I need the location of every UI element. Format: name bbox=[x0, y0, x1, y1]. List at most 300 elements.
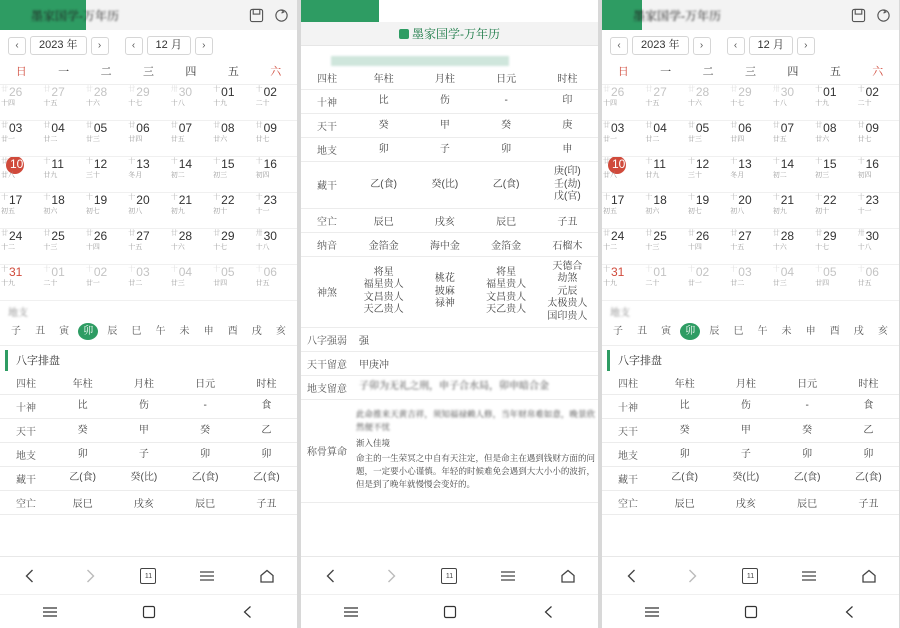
weekday-fri: 五 bbox=[829, 66, 841, 78]
table-cell bbox=[537, 232, 598, 256]
day-lunar: 十七 bbox=[213, 244, 228, 251]
calendar-day-cell[interactable] bbox=[729, 265, 771, 301]
calendar-day-cell[interactable] bbox=[42, 85, 84, 121]
bazi-table-center bbox=[301, 66, 598, 328]
calendar-day-cell[interactable] bbox=[255, 193, 297, 229]
app-bottom-bar-right bbox=[602, 556, 899, 594]
calendar-day-cell[interactable] bbox=[42, 193, 84, 229]
calendar-icon[interactable]: 11 bbox=[140, 568, 156, 584]
calendar-day-cell[interactable] bbox=[127, 157, 169, 193]
table-cell bbox=[414, 208, 475, 232]
calendar-day-cell[interactable] bbox=[857, 229, 899, 265]
calendar-day-cell[interactable] bbox=[170, 193, 212, 229]
day-number: 11 bbox=[51, 157, 64, 171]
month-navigation-left bbox=[0, 30, 297, 59]
calendar-day-cell[interactable] bbox=[644, 157, 686, 193]
day-number: 10 bbox=[10, 157, 24, 171]
calendar-day-cell[interactable] bbox=[772, 265, 814, 301]
center-status-bar bbox=[301, 0, 598, 22]
branch-丑[interactable]: 丑 bbox=[637, 326, 648, 337]
table-cell bbox=[52, 419, 113, 443]
forward-icon[interactable] bbox=[683, 567, 701, 585]
calendar-day-cell[interactable] bbox=[0, 85, 42, 121]
calendar-day-cell[interactable] bbox=[857, 157, 899, 193]
calendar-day-cell[interactable] bbox=[255, 157, 297, 193]
cell-line: 天德合 bbox=[552, 260, 583, 272]
table-cell bbox=[715, 467, 776, 491]
table-cell bbox=[113, 395, 174, 419]
branch-卯[interactable]: 卯 bbox=[680, 323, 700, 340]
day-ganzhi: 十 bbox=[85, 266, 93, 273]
home-square-icon[interactable] bbox=[441, 603, 459, 621]
branch-亥[interactable]: 亥 bbox=[275, 326, 286, 337]
calendar-day-cell[interactable] bbox=[687, 265, 729, 301]
branch-row-label-left: 地支 bbox=[8, 308, 28, 319]
table-header-row bbox=[0, 371, 297, 395]
app-title-right: 墨家国学-万年历 bbox=[633, 8, 721, 23]
cell-line: 癸 bbox=[200, 425, 211, 436]
calendar-day-cell[interactable] bbox=[0, 121, 42, 157]
table-cell bbox=[476, 162, 537, 209]
branch-丑[interactable]: 丑 bbox=[35, 326, 46, 337]
branch-酉[interactable]: 酉 bbox=[227, 326, 238, 337]
calendar-grid-right[interactable] bbox=[602, 85, 899, 301]
cell-line: 桃花 bbox=[434, 273, 455, 284]
day-number: 11 bbox=[653, 157, 666, 171]
calendar-day-cell[interactable] bbox=[687, 121, 729, 157]
day-lunar: 廿五 bbox=[772, 136, 787, 143]
calendar-day-cell[interactable] bbox=[170, 229, 212, 265]
day-number: 04 bbox=[780, 265, 795, 279]
calendar-day-cell[interactable] bbox=[212, 85, 254, 121]
home-icon[interactable] bbox=[258, 567, 276, 585]
cell-line: 子 bbox=[740, 449, 751, 460]
row-label: 十神 bbox=[0, 395, 52, 419]
day-number: 01 bbox=[221, 85, 235, 99]
calendar-day-cell[interactable] bbox=[644, 85, 686, 121]
cell-line: 伤 bbox=[138, 400, 149, 412]
cell-line: 劫煞 bbox=[557, 273, 578, 284]
year-value[interactable]: 2023 年 bbox=[30, 36, 87, 55]
branch-申[interactable]: 申 bbox=[203, 326, 214, 337]
day-lunar: 初二 bbox=[772, 172, 787, 179]
calendar-day-cell[interactable] bbox=[212, 157, 254, 193]
day-lunar: 十四 bbox=[603, 100, 617, 107]
weekday-sun: 日 bbox=[617, 66, 629, 78]
calendar-day-cell[interactable] bbox=[85, 193, 127, 229]
row-label: 藏干 bbox=[301, 162, 353, 209]
month-prev-button[interactable]: ‹ bbox=[125, 37, 143, 55]
table-cell bbox=[654, 395, 715, 419]
branch-辰[interactable]: 辰 bbox=[709, 326, 720, 337]
back-icon[interactable] bbox=[322, 567, 340, 585]
calendar-day-cell[interactable] bbox=[85, 229, 127, 265]
calendar-day-cell[interactable] bbox=[170, 121, 212, 157]
column-header: 时柱 bbox=[236, 371, 297, 395]
day-lunar: 廿一 bbox=[603, 136, 617, 143]
calendar-day-cell[interactable] bbox=[687, 85, 729, 121]
cell-line: 子丑 bbox=[256, 499, 277, 510]
calendar-day-cell[interactable] bbox=[687, 229, 729, 265]
day-number: 12 bbox=[93, 157, 108, 171]
calendar-day-cell[interactable] bbox=[602, 193, 644, 229]
day-lunar: 廿一 bbox=[1, 136, 15, 143]
table-cell bbox=[715, 419, 776, 443]
day-number: 25 bbox=[653, 229, 667, 243]
calendar-day-cell[interactable] bbox=[857, 193, 899, 229]
day-number: 01 bbox=[653, 265, 667, 279]
cell-line: 食 bbox=[863, 400, 874, 412]
day-ganzhi: 廿 bbox=[85, 86, 93, 93]
calendar-day-cell[interactable] bbox=[85, 265, 127, 301]
calendar-day-cell[interactable] bbox=[814, 229, 856, 265]
forward-icon[interactable] bbox=[382, 567, 400, 585]
calendar-day-cell[interactable] bbox=[729, 85, 771, 121]
column-header: 四柱 bbox=[0, 371, 52, 395]
column-header: 月柱 bbox=[715, 371, 776, 395]
calendar-day-cell[interactable] bbox=[255, 85, 297, 121]
day-lunar: 十四 bbox=[687, 244, 702, 251]
fortune-paragraph: 命主的一生荣冥之中自有天注定，但是命主在遇到钱财方面的问题，一定要小心谨慎。年轻的时候难免会遇到大大小小的波折，但是到了晚年就慢慢会变好的。 bbox=[356, 453, 595, 489]
day-lunar: 廿三 bbox=[170, 280, 185, 287]
branch-子[interactable]: 子 bbox=[613, 326, 623, 337]
day-lunar: 十五 bbox=[730, 244, 745, 251]
day-lunar: 廿二 bbox=[128, 280, 143, 287]
day-number: 29 bbox=[136, 85, 150, 99]
calendar-icon[interactable]: 11 bbox=[441, 568, 457, 584]
calendar-day-cell[interactable] bbox=[729, 157, 771, 193]
menu-icon[interactable] bbox=[800, 567, 818, 585]
day-ganzhi: 廿 bbox=[603, 158, 610, 165]
branch-子[interactable]: 子 bbox=[11, 326, 21, 337]
forward-icon[interactable] bbox=[81, 567, 99, 585]
table-cell bbox=[113, 443, 174, 467]
table-cell bbox=[838, 419, 899, 443]
calendar-day-cell[interactable] bbox=[85, 85, 127, 121]
day-lunar: 十三 bbox=[645, 244, 660, 251]
branch-卯[interactable]: 卯 bbox=[78, 323, 98, 340]
day-ganzhi: 廿 bbox=[255, 122, 263, 129]
system-nav-bar-left bbox=[0, 594, 297, 628]
app-title: 墨家国学-万年历 bbox=[31, 8, 119, 23]
calendar-day-cell[interactable] bbox=[85, 121, 127, 157]
day-lunar: 初四 bbox=[255, 172, 270, 179]
day-lunar: 初七 bbox=[687, 208, 702, 215]
calendar-day-cell[interactable] bbox=[857, 121, 899, 157]
day-ganzhi: 廿 bbox=[170, 230, 178, 237]
calendar-day-cell[interactable] bbox=[255, 265, 297, 301]
calendar-day-cell[interactable] bbox=[0, 265, 42, 301]
column-header: 四柱 bbox=[602, 371, 654, 395]
day-number: 05 bbox=[695, 121, 710, 135]
branch-申[interactable]: 申 bbox=[805, 326, 816, 337]
calendar-day-cell[interactable] bbox=[814, 157, 856, 193]
month-value[interactable]: 12 月 bbox=[147, 36, 191, 55]
year-value[interactable]: 2023 年 bbox=[632, 36, 689, 55]
calendar-day-cell[interactable] bbox=[212, 193, 254, 229]
home-icon[interactable] bbox=[559, 567, 577, 585]
calendar-day-cell[interactable] bbox=[687, 193, 729, 229]
table-cell bbox=[476, 114, 537, 138]
column-header: 年柱 bbox=[52, 371, 113, 395]
calendar-day-cell[interactable] bbox=[212, 229, 254, 265]
calendar-day-cell[interactable] bbox=[687, 157, 729, 193]
day-lunar: 廿八 bbox=[603, 172, 617, 179]
year-next-button[interactable]: › bbox=[693, 37, 711, 55]
month-next-button[interactable]: › bbox=[797, 37, 815, 55]
branch-辰[interactable]: 辰 bbox=[107, 326, 118, 337]
cell-line: 天乙贵人 bbox=[486, 304, 527, 316]
home-square-icon[interactable] bbox=[140, 603, 158, 621]
table-header-row bbox=[301, 66, 598, 90]
column-header: 年柱 bbox=[654, 371, 715, 395]
calendar-day-cell[interactable] bbox=[170, 85, 212, 121]
calendar-day-cell[interactable] bbox=[814, 193, 856, 229]
calendar-day-cell[interactable] bbox=[212, 265, 254, 301]
day-ganzhi: 十 bbox=[170, 266, 178, 273]
day-ganzhi: 十 bbox=[815, 158, 823, 165]
menu-icon[interactable] bbox=[198, 567, 216, 585]
day-number: 22 bbox=[823, 193, 837, 207]
calendar-day-cell[interactable] bbox=[729, 229, 771, 265]
branch-午[interactable]: 午 bbox=[155, 326, 166, 337]
calendar-day-cell[interactable] bbox=[644, 229, 686, 265]
day-number: 02 bbox=[93, 265, 108, 279]
day-ganzhi: 廿 bbox=[772, 230, 780, 237]
refresh-icon[interactable] bbox=[876, 8, 891, 23]
back-icon[interactable] bbox=[623, 567, 641, 585]
day-lunar: 廿五 bbox=[255, 280, 270, 287]
calendar-day-cell[interactable] bbox=[170, 265, 212, 301]
branch-未[interactable]: 未 bbox=[179, 326, 190, 337]
save-icon[interactable] bbox=[249, 8, 264, 23]
year-next-button[interactable]: › bbox=[91, 37, 109, 55]
day-lunar: 十七 bbox=[128, 100, 143, 107]
year-prev-button[interactable]: ‹ bbox=[8, 37, 26, 55]
calendar-day-cell[interactable] bbox=[42, 157, 84, 193]
day-ganzhi: 十 bbox=[255, 86, 263, 93]
cell-line: 卯 bbox=[200, 449, 211, 460]
day-ganzhi: 十 bbox=[815, 86, 823, 93]
calendar-day-cell[interactable] bbox=[255, 121, 297, 157]
calendar-day-cell[interactable] bbox=[127, 121, 169, 157]
cell-line: 癸 bbox=[679, 425, 690, 436]
branch-未[interactable]: 未 bbox=[781, 326, 792, 337]
day-lunar: 廿一 bbox=[85, 280, 100, 287]
calendar-day-cell[interactable] bbox=[857, 265, 899, 301]
branch-戌[interactable]: 戌 bbox=[251, 326, 262, 337]
day-lunar: 冬月 bbox=[730, 172, 745, 179]
day-lunar: 初三 bbox=[213, 172, 228, 179]
table-row bbox=[602, 419, 899, 443]
day-number: 05 bbox=[823, 265, 837, 279]
branch-酉[interactable]: 酉 bbox=[829, 326, 840, 337]
recents-icon[interactable] bbox=[342, 603, 360, 621]
row-label: 天干 bbox=[0, 419, 52, 443]
calendar-day-cell[interactable] bbox=[644, 193, 686, 229]
calendar-day-cell[interactable] bbox=[42, 229, 84, 265]
table-cell bbox=[777, 419, 838, 443]
day-number: 03 bbox=[136, 265, 150, 279]
day-lunar: 十八 bbox=[255, 244, 270, 251]
row-label: 神煞 bbox=[301, 256, 353, 328]
day-lunar: 十六 bbox=[85, 100, 100, 107]
day-ganzhi: 廿 bbox=[213, 230, 221, 237]
calendar-day-cell[interactable] bbox=[602, 157, 644, 193]
month-value[interactable]: 12 月 bbox=[749, 36, 793, 55]
recents-icon[interactable] bbox=[643, 603, 661, 621]
table-cell bbox=[414, 138, 475, 162]
cell-line: 子 bbox=[138, 449, 149, 460]
branch-午[interactable]: 午 bbox=[757, 326, 768, 337]
recents-icon[interactable] bbox=[41, 603, 59, 621]
save-icon[interactable] bbox=[851, 8, 866, 23]
cell-line: 披麻 bbox=[434, 285, 455, 297]
day-lunar: 廿二 bbox=[645, 136, 660, 143]
calendar-day-cell[interactable] bbox=[772, 193, 814, 229]
back-triangle-icon[interactable] bbox=[239, 603, 257, 621]
phone-screen-left bbox=[0, 0, 297, 628]
day-number: 05 bbox=[221, 265, 235, 279]
day-ganzhi: 十 bbox=[772, 194, 780, 201]
table-cell bbox=[838, 395, 899, 419]
day-number: 08 bbox=[823, 121, 837, 135]
calendar-grid-left[interactable] bbox=[0, 85, 297, 301]
home-icon[interactable] bbox=[860, 567, 878, 585]
table-row bbox=[0, 395, 297, 419]
day-ganzhi: 十 bbox=[170, 194, 178, 201]
calendar-day-cell[interactable] bbox=[127, 229, 169, 265]
fortune-paragraph: 渐入佳境 bbox=[356, 437, 391, 448]
branch-selector-right[interactable] bbox=[602, 320, 899, 346]
calendar-day-cell[interactable] bbox=[644, 121, 686, 157]
cell-line: 国印贵人 bbox=[547, 310, 588, 322]
day-ganzhi: 卅 bbox=[170, 86, 178, 93]
branch-selector-left[interactable] bbox=[0, 320, 297, 346]
back-icon[interactable] bbox=[21, 567, 39, 585]
day-ganzhi: 廿 bbox=[730, 86, 738, 93]
table-cell bbox=[476, 90, 537, 114]
row-label: 空亡 bbox=[0, 491, 52, 515]
calendar-day-cell[interactable] bbox=[170, 157, 212, 193]
calendar-day-cell[interactable] bbox=[602, 229, 644, 265]
day-ganzhi: 廿 bbox=[857, 122, 865, 129]
calendar-day-cell[interactable] bbox=[772, 157, 814, 193]
day-lunar: 十九 bbox=[213, 100, 228, 107]
branch-巳[interactable]: 巳 bbox=[131, 326, 142, 337]
cell-line: 将星 bbox=[373, 266, 394, 278]
day-lunar: 初九 bbox=[170, 208, 185, 215]
row-label: 纳音 bbox=[301, 232, 353, 256]
month-prev-button[interactable]: ‹ bbox=[727, 37, 745, 55]
branch-寅[interactable]: 寅 bbox=[661, 326, 672, 337]
day-ganzhi: 廿 bbox=[730, 230, 738, 237]
day-lunar: 廿七 bbox=[857, 136, 872, 143]
table-cell bbox=[715, 395, 776, 419]
cell-line: 辰巳 bbox=[72, 499, 93, 510]
calendar-day-cell[interactable] bbox=[729, 121, 771, 157]
calendar-day-cell[interactable] bbox=[602, 265, 644, 301]
branch-寅[interactable]: 寅 bbox=[59, 326, 70, 337]
month-next-button[interactable]: › bbox=[195, 37, 213, 55]
cell-line: 卯 bbox=[679, 449, 690, 460]
year-prev-button[interactable]: ‹ bbox=[610, 37, 628, 55]
day-ganzhi: 廿 bbox=[1, 86, 8, 93]
menu-icon[interactable] bbox=[499, 567, 517, 585]
calendar-day-cell[interactable] bbox=[0, 157, 42, 193]
column-header: 年柱 bbox=[353, 66, 414, 90]
weekday-thu: 四 bbox=[185, 66, 197, 78]
day-number: 31 bbox=[611, 265, 625, 279]
day-lunar: 初十 bbox=[815, 208, 830, 215]
day-number: 28 bbox=[178, 229, 193, 243]
day-ganzhi: 廿 bbox=[43, 86, 51, 93]
home-square-icon[interactable] bbox=[742, 603, 760, 621]
calendar-day-cell[interactable] bbox=[127, 265, 169, 301]
day-ganzhi: 十 bbox=[255, 158, 263, 165]
weekday-header-right bbox=[602, 59, 899, 85]
calendar-day-cell[interactable] bbox=[772, 85, 814, 121]
calendar-day-cell[interactable] bbox=[42, 121, 84, 157]
day-ganzhi: 廿 bbox=[603, 122, 610, 129]
calendar-day-cell[interactable] bbox=[42, 265, 84, 301]
branch-巳[interactable]: 巳 bbox=[733, 326, 744, 337]
calendar-day-cell[interactable] bbox=[255, 229, 297, 265]
day-ganzhi: 十 bbox=[43, 266, 51, 273]
cell-line: - bbox=[805, 400, 809, 412]
cell-line: 庚 bbox=[562, 120, 573, 131]
calendar-day-cell[interactable] bbox=[814, 85, 856, 121]
cell-line: 戌亥 bbox=[735, 499, 756, 510]
cell-line: 元辰 bbox=[557, 285, 578, 297]
back-triangle-icon[interactable] bbox=[540, 603, 558, 621]
calendar-day-cell[interactable] bbox=[772, 121, 814, 157]
cell-line: 乙 bbox=[261, 425, 272, 436]
calendar-day-cell[interactable] bbox=[814, 121, 856, 157]
day-ganzhi: 十 bbox=[128, 158, 136, 165]
calendar-day-cell[interactable] bbox=[602, 121, 644, 157]
calendar-day-cell[interactable] bbox=[0, 229, 42, 265]
day-number: 04 bbox=[653, 121, 667, 135]
calendar-day-cell[interactable] bbox=[127, 85, 169, 121]
day-lunar: 十三 bbox=[43, 244, 58, 251]
calendar-day-cell[interactable] bbox=[85, 157, 127, 193]
calendar-day-cell[interactable] bbox=[0, 193, 42, 229]
calendar-day-cell[interactable] bbox=[644, 265, 686, 301]
calendar-day-cell[interactable] bbox=[772, 229, 814, 265]
calendar-day-cell[interactable] bbox=[729, 193, 771, 229]
refresh-icon[interactable] bbox=[274, 8, 289, 23]
back-triangle-icon[interactable] bbox=[841, 603, 859, 621]
day-lunar: 廿四 bbox=[213, 280, 228, 287]
day-lunar: 十五 bbox=[645, 100, 660, 107]
branch-亥[interactable]: 亥 bbox=[877, 326, 888, 337]
day-lunar: 初五 bbox=[603, 208, 617, 215]
bazi-section-title-right: 八字排盘 bbox=[607, 350, 899, 371]
branch-戌[interactable]: 戌 bbox=[853, 326, 864, 337]
row-label: 藏干 bbox=[602, 467, 654, 491]
calendar-day-cell[interactable] bbox=[602, 85, 644, 121]
calendar-day-cell[interactable] bbox=[127, 193, 169, 229]
day-ganzhi: 十 bbox=[1, 194, 8, 201]
calendar-icon[interactable]: 11 bbox=[742, 568, 758, 584]
day-number: 09 bbox=[865, 121, 879, 135]
calendar-day-cell[interactable] bbox=[857, 85, 899, 121]
calendar-day-cell[interactable] bbox=[212, 121, 254, 157]
calendar-day-cell[interactable] bbox=[814, 265, 856, 301]
status-green-overlay-center bbox=[301, 0, 379, 22]
day-ganzhi: 十 bbox=[772, 158, 780, 165]
